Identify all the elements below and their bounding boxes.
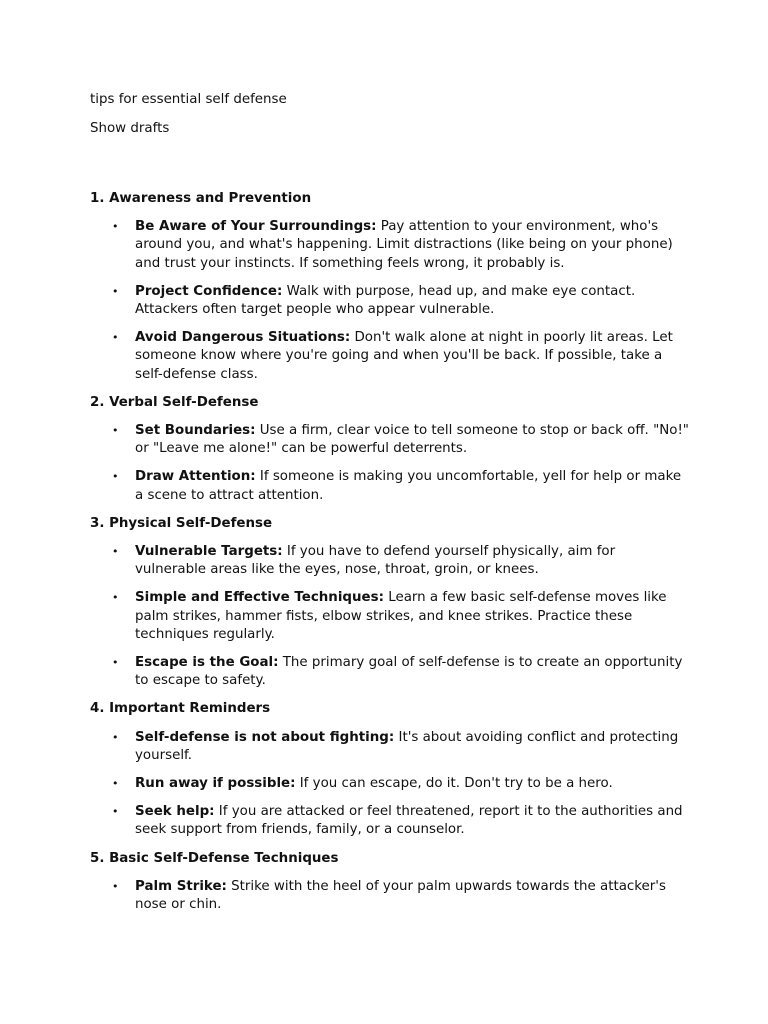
section-heading: 4. Important Reminders [90, 701, 271, 717]
tip-title: Seek help: [135, 804, 215, 820]
tip-list-item [90, 422, 690, 458]
show-drafts-link[interactable]: Show drafts [90, 121, 170, 136]
tip-title: Be Aware of Your Surroundings: [135, 219, 377, 235]
tip-list-item [90, 329, 690, 384]
response-content [90, 190, 690, 914]
tip-list-item [90, 729, 690, 765]
tip-list-item [90, 803, 690, 839]
bullet-icon: • [112, 730, 119, 744]
bullet-icon: • [112, 591, 119, 605]
bullet-icon: • [112, 284, 119, 298]
tip-list-item [90, 878, 690, 914]
tip-text: Strike with the heel of your palm upwards towards the attacker's nose or chin. [135, 878, 666, 913]
tip-text: Pay attention to your environment, who's around you, and what's happening. Limit distractions (like being on your phone) and trust your instincts. If something feels wrong, it probably is. [135, 219, 673, 271]
bullet-icon: • [112, 470, 119, 484]
bullet-icon: • [112, 879, 119, 893]
tip-list [90, 729, 690, 840]
tip-title: Run away if possible: [135, 776, 296, 792]
tip-list-item [90, 654, 690, 690]
tip-text: If you have to defend yourself physically, aim for vulnerable areas like the eyes, nose, throat, groin, or knees. [135, 544, 616, 578]
tip-list-item [90, 589, 690, 644]
tip-list-item [90, 218, 690, 273]
tip-list-item [90, 775, 690, 793]
tip-text: The primary goal of self-defense is to create an opportunity to escape to safety. [135, 655, 683, 689]
tip-text: Learn a few basic self-defense moves like palm strikes, hammer fists, elbow strikes, and knee strikes. Practice these techniques regularly. [135, 590, 667, 642]
tip-text: It's about avoiding conflict and protecting yourself. [135, 729, 679, 763]
section-heading: 5. Basic Self-Defense Techniques [90, 850, 339, 866]
tip-title: Set Boundaries: [135, 423, 256, 439]
tip-title: Self-defense is not about fighting: [135, 729, 395, 745]
tip-title: Project Confidence: [135, 283, 283, 299]
tip-text: If you can escape, do it. Don't try to be a hero. [295, 776, 613, 792]
tip-text: Use a firm, clear voice to tell someone to stop or back off. "No!" or "Leave me alone!" can be powerful deterrents. [135, 423, 689, 457]
section-heading: 3. Physical Self-Defense [90, 515, 273, 531]
bullet-icon: • [112, 220, 119, 234]
tip-list-item [90, 468, 690, 504]
prompt-text: tips for essential self defense [90, 92, 287, 107]
document-page [90, 91, 690, 924]
tip-text: If you are attacked or feel threatened, report it to the authorities and seek support from friends, family, or a counselor. [135, 804, 683, 838]
bullet-icon: • [112, 656, 119, 670]
tip-title: Avoid Dangerous Situations: [135, 330, 351, 346]
tip-text: Don't walk alone at night in poorly lit areas. Let someone know where you're going and when you'll be back. If possible, take a self-defense class. [135, 330, 673, 382]
tip-title: Simple and Effective Techniques: [135, 590, 384, 606]
tip-list [90, 543, 690, 690]
section-heading: 2. Verbal Self-Defense [90, 394, 259, 410]
tip-list [90, 422, 690, 505]
tip-list-item [90, 283, 690, 319]
tip-text: If someone is making you uncomfortable, yell for help or make a scene to attract attention. [135, 469, 682, 503]
bullet-icon: • [112, 805, 119, 819]
tip-list-item [90, 543, 690, 579]
bullet-icon: • [112, 424, 119, 438]
bullet-icon: • [112, 545, 119, 559]
tip-title: Palm Strike: [135, 878, 227, 894]
section-heading: 1. Awareness and Prevention [90, 191, 312, 206]
tip-title: Draw Attention: [135, 469, 256, 485]
tip-title: Vulnerable Targets: [135, 544, 283, 560]
bullet-icon: • [112, 331, 119, 345]
tip-list [90, 218, 690, 384]
bullet-icon: • [112, 777, 119, 791]
tip-title: Escape is the Goal: [135, 655, 279, 671]
tip-text: Walk with purpose, head up, and make eye contact. Attackers often target people who appear vulnerable. [135, 283, 636, 318]
tip-list [90, 878, 690, 914]
